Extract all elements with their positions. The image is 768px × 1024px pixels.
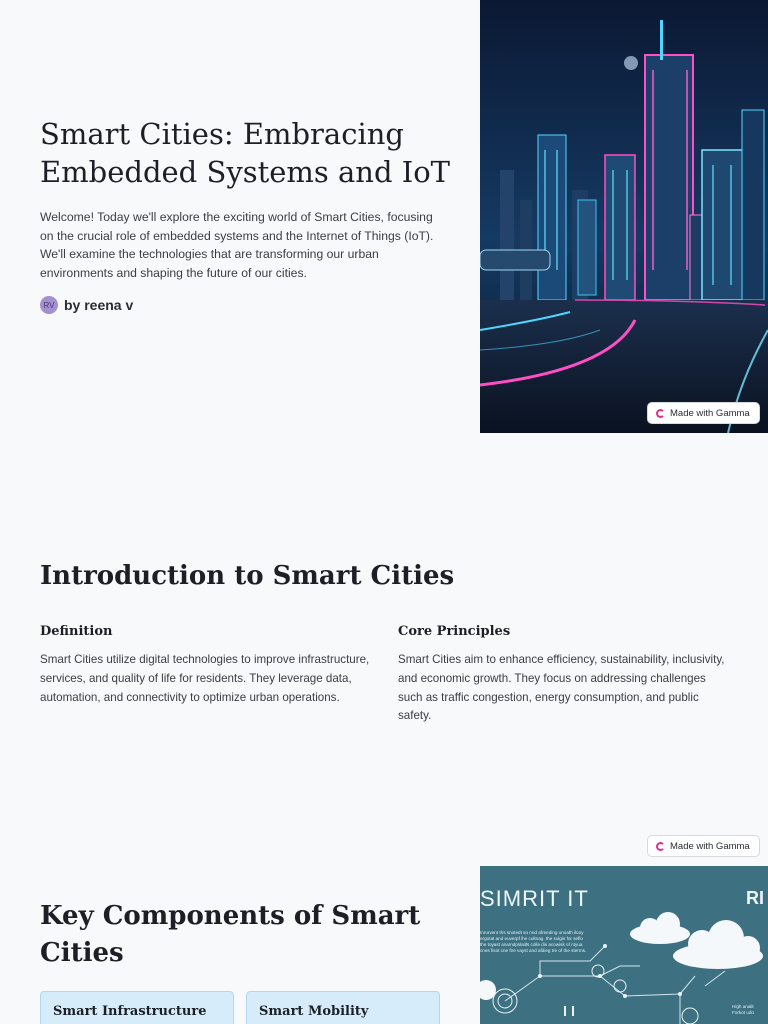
column-heading: Core Principles <box>398 624 511 639</box>
card-smart-mobility <box>246 991 440 1024</box>
column-heading: Definition <box>40 624 113 639</box>
badge-label: Made with Gamma <box>670 840 750 852</box>
infographic-logo: RI <box>746 888 764 908</box>
infographic-caption: Inrurvent ths snotedt so nnd afreeding unoath ilooy ergotat and euverpf ihe cultnag. the sulgis for seflo the toyast anamdpslaitls colle dis acowisk of ntyua cnes fisot cne fire vayst and afdieg tre of the sterms. <box>480 930 587 953</box>
card-label: Smart Mobility <box>259 1004 369 1019</box>
definition-column <box>40 624 370 707</box>
infographic-illustration <box>480 866 768 1024</box>
avatar: RV <box>40 296 58 314</box>
city-illustration <box>480 0 768 433</box>
card-smart-infrastructure <box>40 991 234 1024</box>
badge-label: Made with Gamma <box>670 407 750 419</box>
title-slide <box>0 0 768 433</box>
core-principles-column <box>398 624 728 726</box>
intro-paragraph: Welcome! Today we'll explore the exciting world of Smart Cities, focusing on the crucial role of embedded systems and the Internet of Things (IoT). We'll examine the technologies that are transforming our urban environments and shaping the future of our cities. <box>40 210 434 280</box>
made-with-gamma-badge[interactable] <box>647 402 760 424</box>
author-name: by reena v <box>64 297 134 313</box>
section-title: Key Components of Smart Cities <box>40 901 421 968</box>
column-text: Smart Cities aim to enhance efficiency, sustainability, inclusivity, and economic growth. They focus on addressing challenges such as traffic congestion, energy consumption, and public safety. <box>398 653 725 723</box>
page-title: Smart Cities: Embracing Embedded Systems and IoT <box>40 117 451 189</box>
gamma-logo-icon <box>656 842 665 851</box>
author-byline <box>40 296 133 314</box>
infographic-headline: SIMRIT IT <box>480 886 589 911</box>
section-title: Introduction to Smart Cities <box>40 561 455 591</box>
made-with-gamma-badge[interactable] <box>647 835 760 857</box>
column-text: Smart Cities utilize digital technologies to improve infrastructure, services, and quality of life for residents. They leverage data, automation, and connectivity to optimize urban operations. <box>40 653 370 704</box>
smart-city-infographic-image <box>480 866 768 1024</box>
key-components-slide <box>0 866 768 1024</box>
introduction-slide <box>0 476 768 866</box>
card-label: Smart Infrastructure <box>53 1004 207 1019</box>
infographic-caption-right: High analit Forkot udo <box>732 1004 754 1015</box>
gamma-logo-icon <box>656 409 665 418</box>
futuristic-city-image <box>480 0 768 433</box>
